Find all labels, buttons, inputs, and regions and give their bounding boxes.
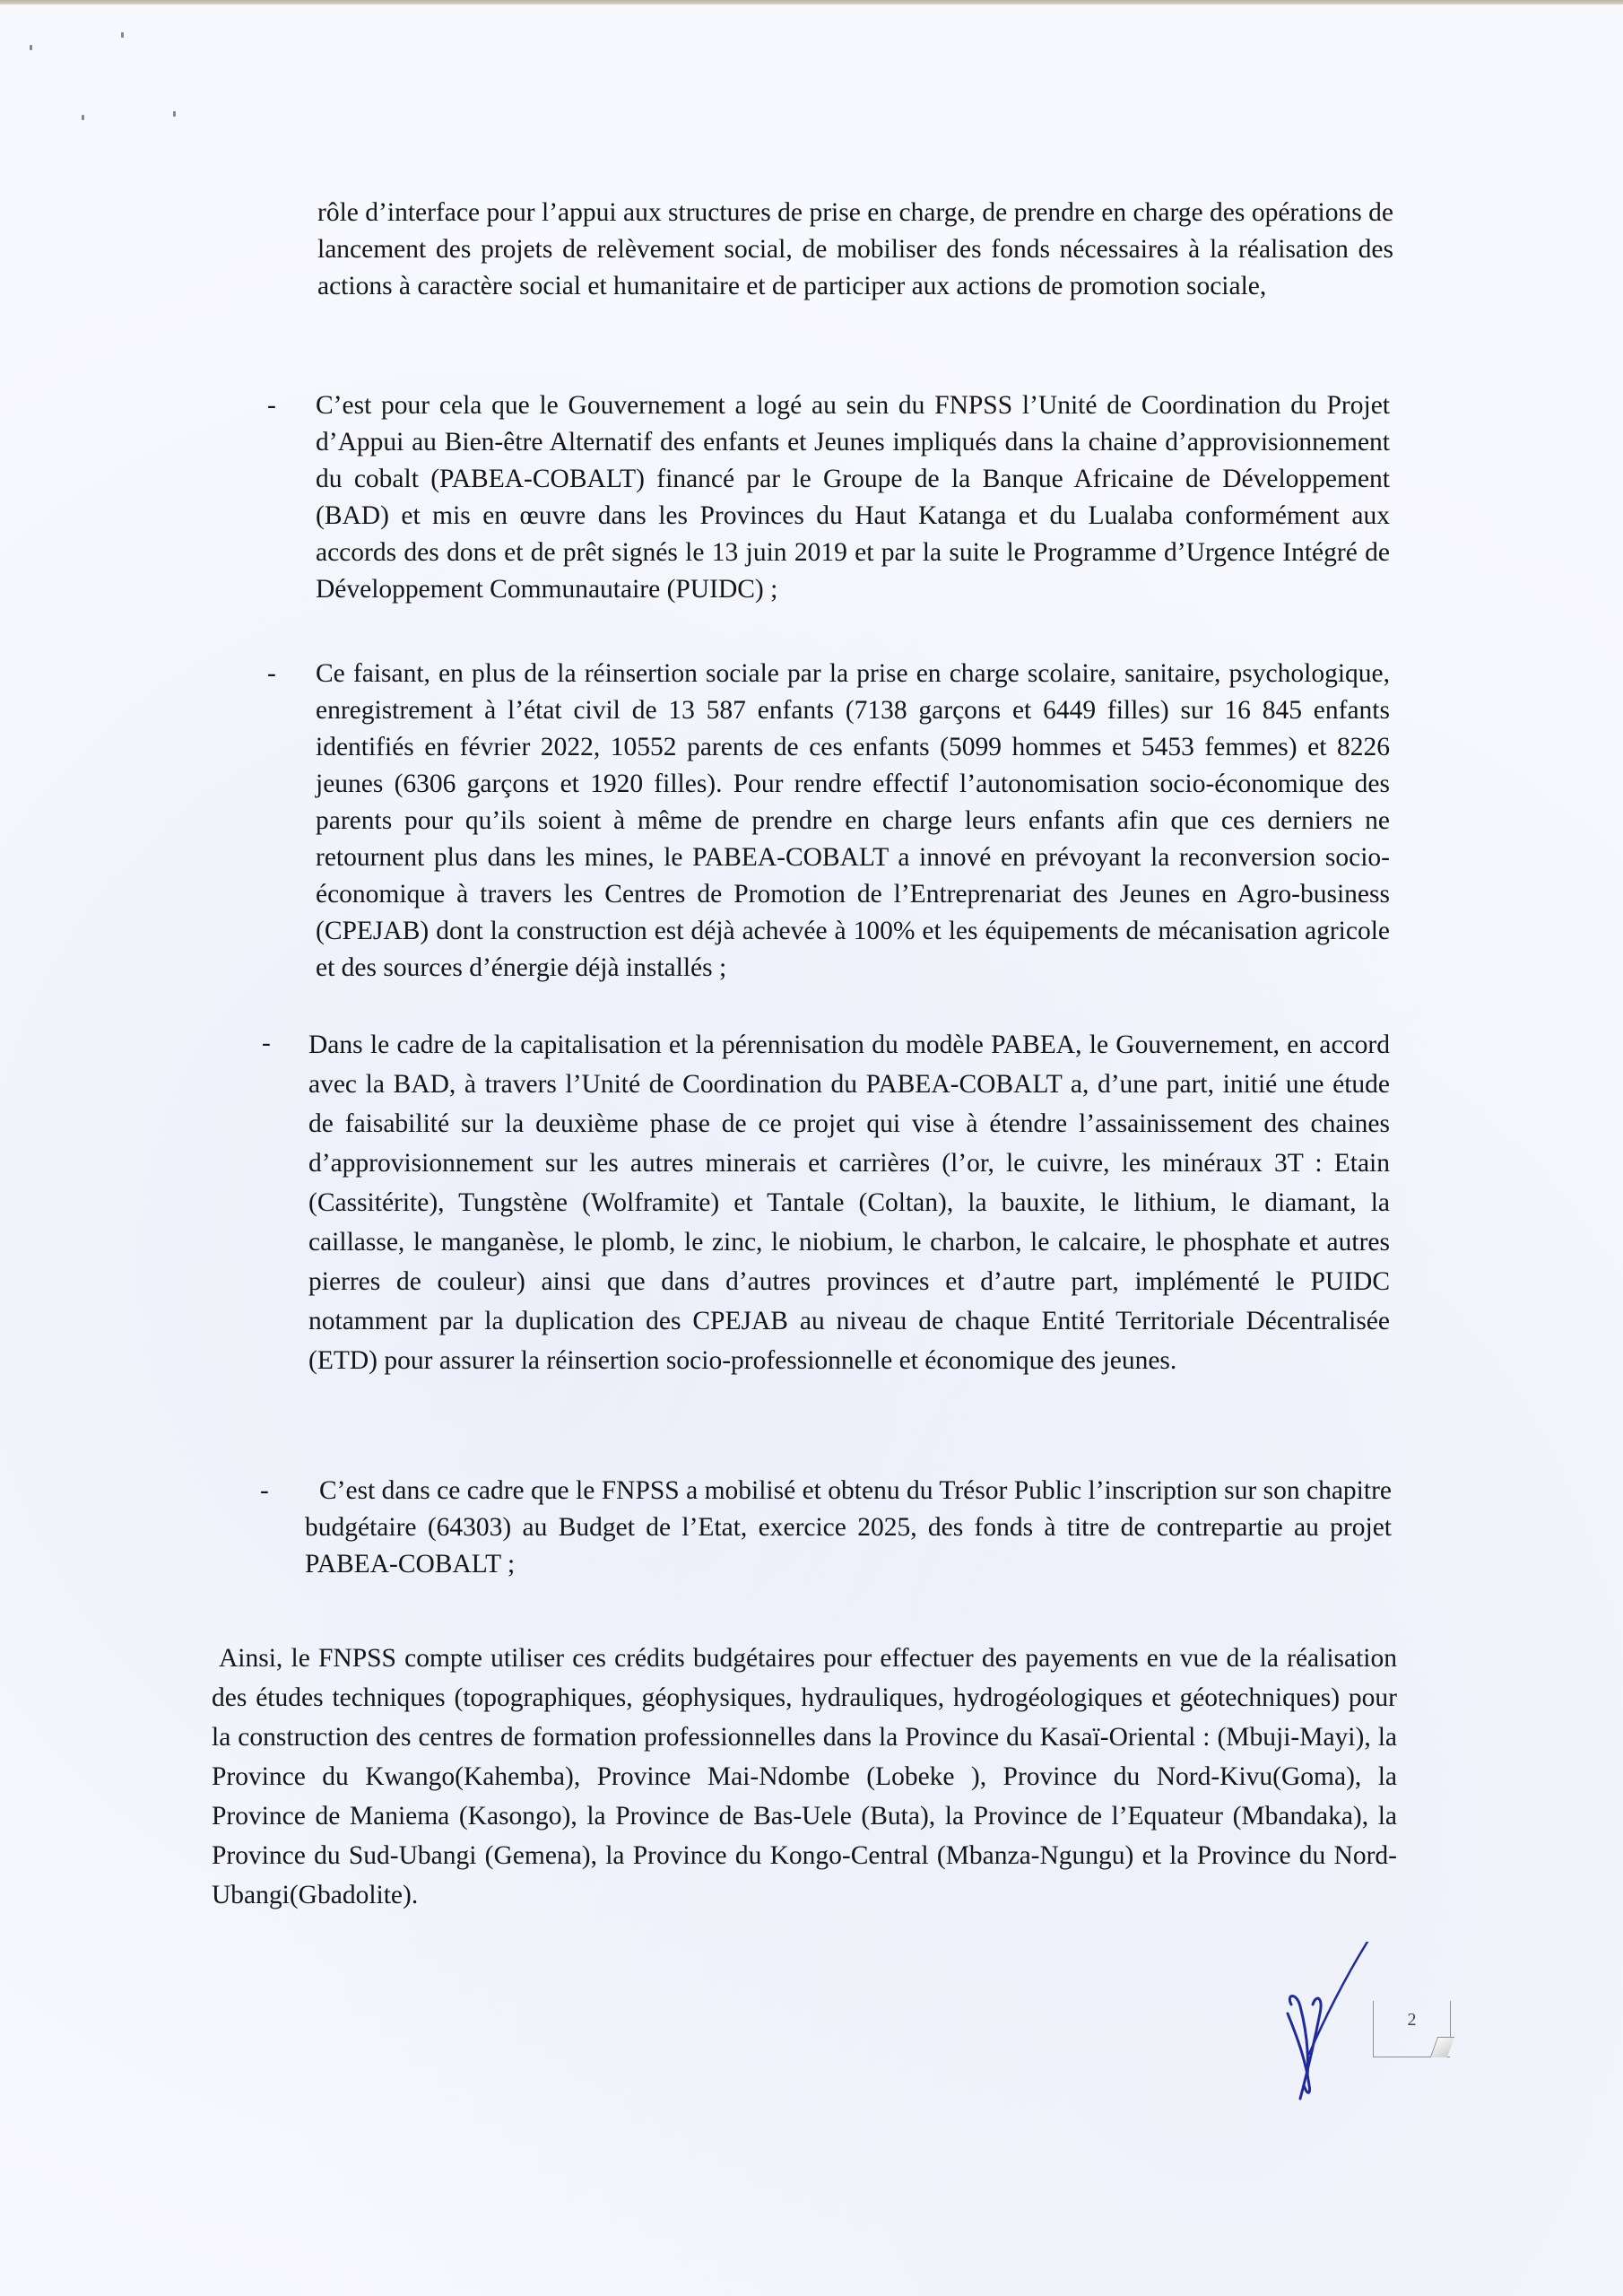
bullet-dash-marker: - [262, 1029, 271, 1057]
intro-paragraph: rôle d’interface pour l’appui aux structures de prise en charge, de prendre en charge des opérations de lancement des projets de relèvement social, de mobiliser des fonds nécessaires à la réalisation des actions à caractère social et humanitaire et de participer aux actions de promotion sociale, [317, 198, 1393, 300]
closing-paragraph: Ainsi, le FNPSS compte utiliser ces crédits budgétaires pour effectuer des payements en vue de la réalisation des études techniques (topographiques, géophysiques, hydrauliques, hydrogéologiques et géotechniques) pour la construction des centres de formation professionnelles dans la Province du Kasaï-Oriental : (Mbuji-Mayi), la Province du Kwango(Kahemba), Province Mai-Ndombe (Lobeke ), Province du Nord-Kivu(Goma), la Province de Maniema (Kasongo), la Province de Bas-Uele (Buta), la Province de l’Equateur (Mbandaka), la Province du Sud-Ubangi (Gemena), la Province du Kongo-Central (Mbanza-Ngungu) et la Province du Nord-Ubangi(Gbadolite). [212, 1644, 1397, 1909]
scan-speck [173, 111, 176, 117]
page-number-box [1373, 2001, 1450, 2057]
bullet-text: Ce faisant, en plus de la réinsertion sociale par la prise en charge scolaire, sanitaire, psychologique, enregistrement à l’état civil de 13 587 enfants (7138 garçons et 6449 filles) sur 16 845 enfants identifiés en février 2022, 10552 parents de ces enfants (5099 hommes et 5453 femmes) et 8226 jeunes (6306 garçons et 1920 filles). Pour rendre effectif l’autonomisation socio-économique des parents pour qu’ils soient à même de prendre en charge leurs enfants afin que ces derniers ne retournent plus dans les mines, le PABEA-COBALT a innové en prévoyant la reconversion socio-économique à travers les Centres de Promotion de l’Entreprenariat des Jeunes en Agro-business (CPEJAB) dont la construction est déjà achevée à 100% et les équipements de mécanisation agricole et des sources d’énergie déjà installés ; [316, 659, 1390, 982]
folded-corner-icon [1430, 2037, 1454, 2057]
bullet-text: C’est pour cela que le Gouvernement a logé au sein du FNPSS l’Unité de Coordination du Projet d’Appui au Bien-être Alternatif des enfants et Jeunes impliqués dans la chaine d’approvisionnement du cobalt (PABEA-COBALT) financé par le Groupe de la Banque Africaine de Développement (BAD) et mis en œuvre dans les Provinces du Haut Katanga et du Lualaba conformément aux accords des dons et de prêt signés le 13 juin 2019 et par la suite le Programme d’Urgence Intégré de Développement Communautaire (PUIDC) ; [316, 391, 1390, 604]
scan-speck [121, 32, 124, 38]
handwritten-signature-icon [1273, 1942, 1372, 2103]
bullet-dash-marker: - [267, 391, 276, 420]
bullet-text: Dans le cadre de la capitalisation et la pérennisation du modèle PABEA, le Gouvernement, en accord avec la BAD, à travers l’Unité de Coordination du PABEA-COBALT a, d’une part, initié une étude de faisabilité sur la deuxième phase de ce projet qui vise à étendre l’assainissement des chaines d’approvisionnement sur les autres minerais et carrières (l’or, le cuivre, les minéraux 3T : Etain (Cassitérite), Tungstène (Wolframite) et Tantale (Coltan), la bauxite, le lithium, le diamant, la caillasse, le manganèse, le plomb, le zinc, le niobium, le charbon, le calcaire, le phosphate et autres pierres de couleur) ainsi que dans d’autres provinces et d’autre part, implémenté le PUIDC notamment par la duplication des CPEJAB au niveau de chaque Entité Territoriale Décentralisée (ETD) pour assurer la réinsertion socio-professionnelle et économique des jeunes. [308, 1031, 1390, 1375]
bullet-text: C’est dans ce cadre que le FNPSS a mobilisé et obtenu du Trésor Public l’inscription sur son chapitre budgétaire (64303) au Budget de l’Etat, exercice 2025, des fonds à titre de contrepartie au projet PABEA-COBALT ; [305, 1476, 1392, 1578]
page-number: 2 [1407, 2010, 1417, 2030]
scan-speck [82, 115, 84, 120]
document-page [0, 4, 1623, 2296]
bullet-dash-marker: - [260, 1476, 269, 1505]
bullet-dash-marker: - [267, 659, 276, 688]
scan-speck [30, 45, 32, 50]
